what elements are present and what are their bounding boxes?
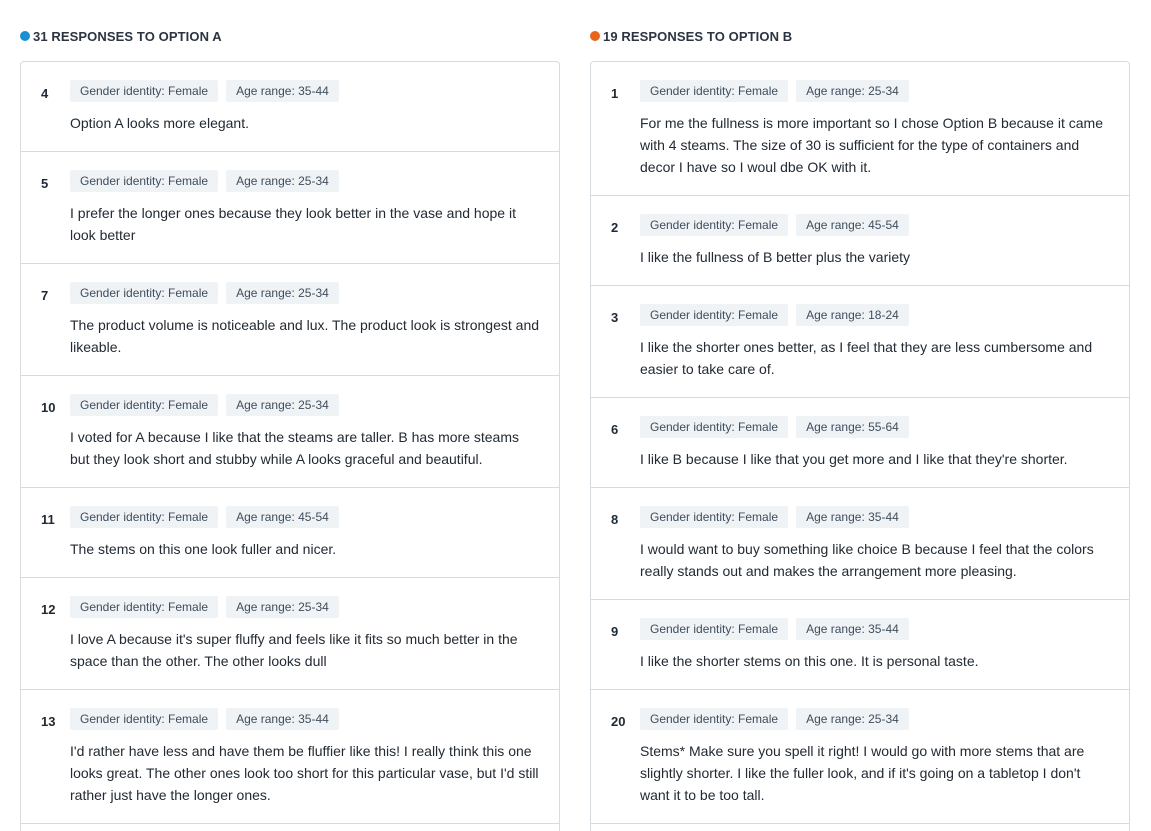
response-card — [591, 600, 1129, 690]
age-tag: Age range: 25-34 — [226, 170, 339, 192]
gender-tag: Gender identity: Female — [70, 394, 218, 416]
response-number: 7 — [41, 288, 49, 303]
response-number: 11 — [41, 512, 55, 527]
response-card — [21, 264, 559, 376]
response-text: Option A looks more elegant. — [70, 115, 249, 131]
response-number: 6 — [611, 422, 619, 437]
response-number: 2 — [611, 220, 619, 235]
response-card — [591, 488, 1129, 600]
option-a-header-label: 31 RESPONSES TO OPTION A — [33, 28, 222, 44]
response-text: The product volume is noticeable and lux. The product look is strongest and likeable. — [70, 317, 540, 355]
response-card — [21, 690, 559, 824]
response-card — [591, 286, 1129, 398]
response-number: 9 — [611, 624, 619, 639]
response-card — [591, 196, 1129, 286]
gender-tag: Gender identity: Female — [70, 282, 218, 304]
response-text: Stems* Make sure you spell it right! I would go with more stems that are slightly shorter. I like the fuller look, and if it's going on a tabletop I don't want it to be too tall. — [640, 743, 1085, 803]
response-number: 13 — [41, 714, 56, 729]
age-tag: Age range: 45-54 — [796, 214, 909, 236]
response-card — [591, 690, 1129, 824]
gender-tag: Gender identity: Female — [70, 170, 218, 192]
gender-tag: Gender identity: Female — [70, 506, 218, 528]
response-number: 20 — [611, 714, 626, 729]
option-a-response-list — [20, 61, 560, 831]
response-card — [21, 376, 559, 488]
response-card — [21, 578, 559, 690]
age-tag: Age range: 35-44 — [226, 708, 339, 730]
gender-tag: Gender identity: Female — [640, 506, 788, 528]
response-text: The stems on this one look fuller and nicer. — [70, 541, 337, 557]
age-tag: Age range: 25-34 — [796, 708, 909, 730]
age-tag: Age range: 25-34 — [796, 80, 909, 102]
response-text: For me the fullness is more important so I chose Option B because it came with 4 steams. The size of 30 is sufficient for the type of containers and decor I have so I woul dbe OK with it. — [640, 115, 1103, 175]
response-text: I love A because it's super fluffy and feels like it fits so much better in the space than the other. The other looks dull — [70, 631, 518, 669]
option-b-response-list — [590, 61, 1130, 831]
option-b-dot-icon — [590, 31, 600, 41]
age-tag: Age range: 55-64 — [796, 416, 909, 438]
age-tag: Age range: 25-34 — [226, 596, 339, 618]
response-number: 4 — [41, 86, 49, 101]
age-tag: Age range: 25-34 — [226, 282, 339, 304]
response-text: I like the shorter stems on this one. It is personal taste. — [640, 653, 979, 669]
gender-tag: Gender identity: Female — [70, 596, 218, 618]
gender-tag: Gender identity: Female — [640, 304, 788, 326]
response-card — [21, 152, 559, 264]
age-tag: Age range: 25-34 — [226, 394, 339, 416]
age-tag: Age range: 35-44 — [796, 618, 909, 640]
gender-tag: Gender identity: Female — [640, 416, 788, 438]
response-text: I prefer the longer ones because they look better in the vase and hope it look better — [70, 205, 516, 243]
gender-tag: Gender identity: Female — [640, 214, 788, 236]
age-tag: Age range: 35-44 — [226, 80, 339, 102]
response-text: I like B because I like that you get more and I like that they're shorter. — [640, 451, 1068, 467]
gender-tag: Gender identity: Female — [70, 708, 218, 730]
option-b-header-label: 19 RESPONSES TO OPTION B — [603, 28, 793, 44]
gender-tag: Gender identity: Female — [640, 708, 788, 730]
response-text: I'd rather have less and have them be fluffier like this! I really think this one looks great. The other ones look too short for this particular vase, but I'd still rather just have the longer ones. — [70, 743, 539, 803]
response-number: 3 — [611, 310, 619, 325]
response-card — [21, 488, 559, 578]
response-number: 12 — [41, 602, 56, 617]
gender-tag: Gender identity: Female — [640, 618, 788, 640]
response-number: 1 — [611, 86, 619, 101]
gender-tag: Gender identity: Female — [70, 80, 218, 102]
response-card — [21, 62, 559, 152]
response-number: 10 — [41, 400, 56, 415]
response-number: 8 — [611, 512, 619, 527]
age-tag: Age range: 35-44 — [796, 506, 909, 528]
option-a-header — [20, 27, 222, 45]
response-card — [591, 62, 1129, 196]
gender-tag: Gender identity: Female — [640, 80, 788, 102]
option-a-dot-icon — [20, 31, 30, 41]
response-text: I like the fullness of B better plus the variety — [640, 249, 911, 265]
response-text: I like the shorter ones better, as I feel that they are less cumbersome and easier to take care of. — [640, 339, 1093, 377]
age-tag: Age range: 45-54 — [226, 506, 339, 528]
age-tag: Age range: 18-24 — [796, 304, 909, 326]
response-text: I voted for A because I like that the steams are taller. B has more steams but they look short and stubby while A looks graceful and beautiful. — [70, 429, 520, 467]
response-text: I would want to buy something like choice B because I feel that the colors really stands out and makes the arrangement more pleasing. — [640, 541, 1094, 579]
response-card — [591, 398, 1129, 488]
response-number: 5 — [41, 176, 49, 191]
option-b-header — [590, 27, 792, 45]
